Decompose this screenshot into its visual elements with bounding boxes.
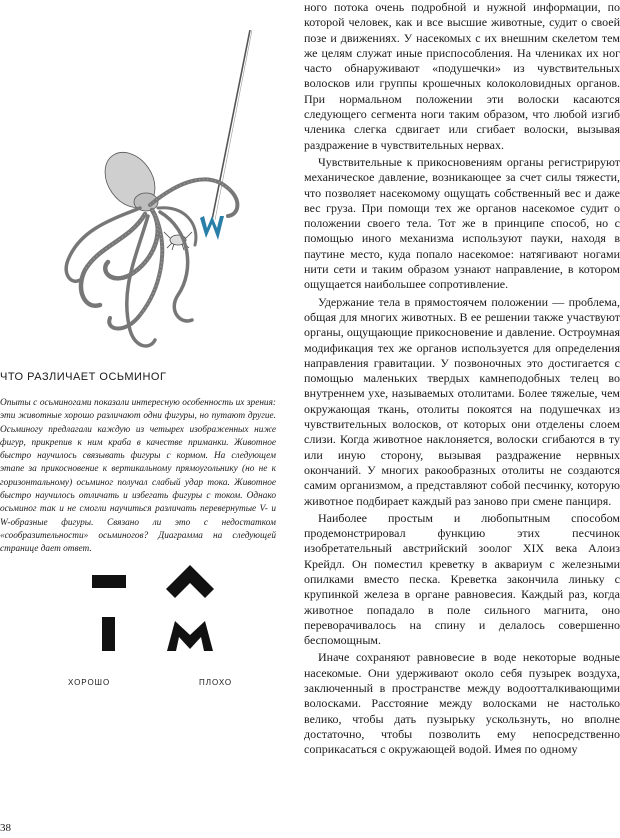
horizontal-rectangle-shape bbox=[92, 575, 126, 588]
label-bad: ПЛОХО bbox=[199, 678, 233, 687]
paragraph: Наиболее простым и любопытным способом продемонстрировал функцию этих песчинок изобретательный австрийский зоолог XIX века Алоиз Крейдл. Он поместил креветку в аквариум с железными опилками вместо песка. Креветка закончила линьку с крупинкой железа в органе равновесия. Каждый раз, когда животное попадало в поле сильного магнита, оно переворачивалось на спину и делалось совершенно беспомощным. bbox=[304, 510, 620, 648]
octopus-tentacles-shape bbox=[66, 179, 237, 346]
octopus-body-shape bbox=[95, 143, 165, 217]
vertical-rectangle-shape bbox=[102, 617, 115, 651]
caption-text: Опыты с осьминогами показали интересную особенность их зрения: эти животные хорошо различают одни фигуры, но путают другие. Осьминогу предлагали каждую из четырех изображенных ниже фигур, прикрепив к ним краба в качестве приманки. Животное быстро научилось связывать фигуры с кормом. На следующем этапе за прикосновение к вертикальному прямоугольнику (но не к горизонтальному) осьминог получал слабый удар тока. Животное быстро научилось отличать и избегать фигуры с током. Однако осьминог так и не смогли научиться различать перевернутые V- и W-образные фигуры. Связано ли это с недостатком «сообразительности» осьминогов? Диаграмма на следующей странице дает ответ. bbox=[0, 398, 276, 555]
paragraph: Иначе сохраняют равновесие в воде некоторые водные насекомые. Они удерживают около себя пузырек воздуха, заключенный в пространстве между водоотталкивающими волосками. Расстояние между волосками не настолько велико, чтобы дать пузырьку ускользнуть, но вполне достаточно, чтобы позволить ему непосредственно соприкасаться с окружающей водой. Имея по одному bbox=[304, 650, 620, 757]
left-column bbox=[0, 0, 282, 838]
octopus-illustration bbox=[60, 30, 282, 360]
caption-title: ЧТО РАЗЛИЧАЕТ ОСЬМИНОГ bbox=[0, 371, 167, 383]
paragraph: ного потока очень подробной и нужной информации, по которой человек, как и все высшие животные, судит о своей позе и движениях. У насекомых с их внешним скелетом тем же целям служат иные приспособления. На члениках их ног часто обнаруживают «подушечки» из чувствительных волосков или группы крошечных колоколовидных органов. При нормальном положении эти волоски касаются следующего сегмента ноги таким образом, что любой изгиб членика слегка сдвигает или сгибает волоски, вызывая раздражение в чувствительных нервах. bbox=[304, 0, 620, 152]
inverted-w-shape bbox=[167, 621, 213, 651]
crab-shape bbox=[164, 232, 192, 250]
page-number: 38 bbox=[0, 822, 11, 834]
paragraph: Удержание тела в прямостоячем положении — проблема, общая для многих животных. В ее решении также участвуют органы, ощущающие прикосновение и давление. Остроумная модификация тех же органов используется для определения направления гравитации. У позвоночных это достигается с помощью маленьких твердых камнеподобных телец во внутреннем ухе, называемых отолитами. Более тяжелые, чем окружающая ткань, отолиты покоятся на подушечках из чувствительных волосков, от которых они отделены слоем слизи. Когда животное наклоняется, волоски сгибаются в ту или иную сторону, вызывая раздражение нервных окончаний. У многих ракообразных отолиты не создаются самим организмом, а представляют собой песчинку, которую животное подбирает каждый раз заново при смене панциря. bbox=[304, 294, 620, 508]
inverted-v-shape bbox=[166, 565, 214, 598]
main-text-column bbox=[304, 0, 620, 838]
figure-shapes-diagram bbox=[90, 565, 233, 687]
paragraph: Чувствительные к прикосновениям органы регистрируют механическое давление, возникающее за счет силы тяжести, что позволяет насекомому ощущать собственный вес и даже вес груза. При помощи тех же органов насекомое судит о положении своего тела. Тот же в принципе способ, но с помощью иного механизма используют пауки, находя в паутине место, куда попало насекомое: натягивают ногами нити сети и таким образом узнают направление, в котором ощущается наибольшее сопротивление. bbox=[304, 154, 620, 292]
label-good: ХОРОШО bbox=[68, 678, 111, 687]
w-figure-shape bbox=[200, 216, 224, 240]
